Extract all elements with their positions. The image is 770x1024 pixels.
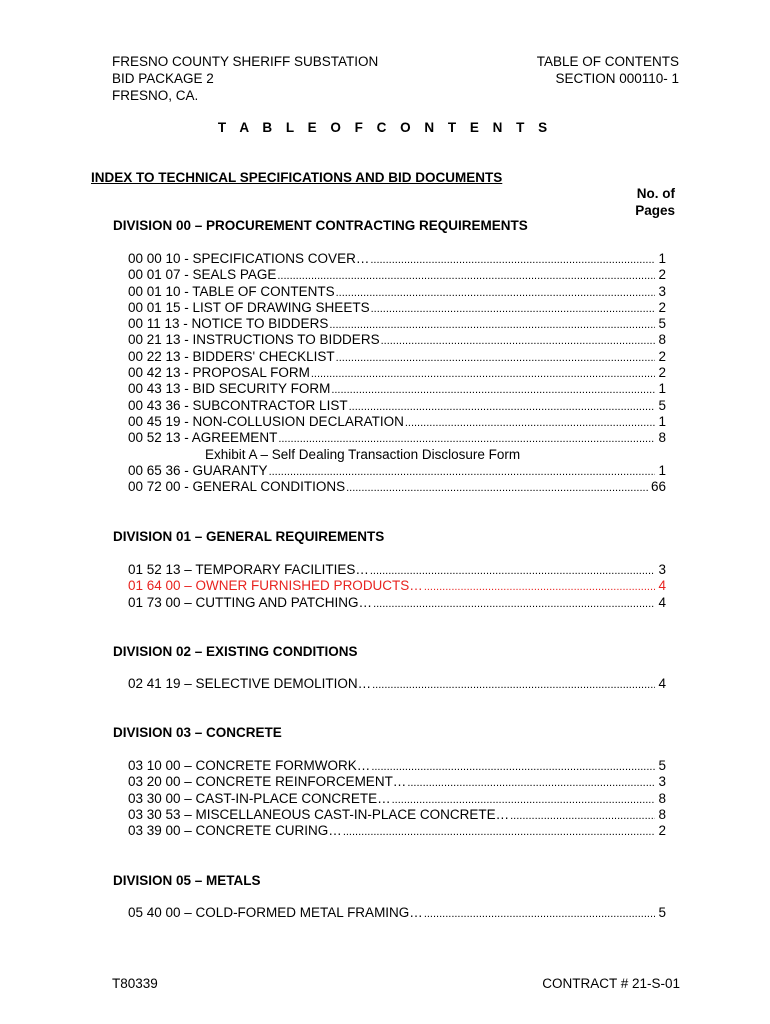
toc-entry — [128, 774, 666, 790]
entry-page-count: 2 — [658, 267, 666, 283]
entry-section-title: 00 65 36 - GUARANTY — [128, 462, 268, 478]
entry-section-title: 00 21 13 - INSTRUCTIONS TO BIDDERS — [128, 332, 380, 348]
dot-leader — [407, 774, 655, 791]
entry-page-count: 5 — [658, 397, 666, 413]
dot-leader — [372, 676, 655, 693]
entry-section-title: 03 30 53 – MISCELLANEOUS CAST-IN-PLACE CONCRETE… — [128, 806, 510, 822]
division-entries — [128, 905, 666, 921]
toc-entry — [128, 251, 666, 267]
footer-project-number: T80339 — [112, 976, 158, 991]
toc-entry — [128, 316, 666, 332]
header-left — [112, 53, 378, 104]
entry-page-count: 2 — [658, 365, 666, 381]
division-title: DIVISION 05 – METALS — [113, 873, 261, 888]
pages-heading-line-2: Pages — [635, 203, 675, 218]
toc-entry — [128, 300, 666, 316]
dot-leader — [277, 267, 655, 284]
toc-entry — [128, 284, 666, 300]
entry-section-title: 03 30 00 – CAST-IN-PLACE CONCRETE… — [128, 790, 391, 806]
entry-page-count: 5 — [658, 316, 666, 332]
dot-leader — [510, 807, 655, 824]
division-title: DIVISION 01 – GENERAL REQUIREMENTS — [113, 529, 385, 544]
dot-leader — [424, 578, 656, 595]
toc-entry — [128, 595, 666, 611]
entry-page-count: 4 — [658, 594, 666, 610]
dot-leader — [346, 479, 648, 496]
header-doc-title: TABLE OF CONTENTS — [536, 54, 679, 69]
entry-page-count: 4 — [658, 676, 666, 691]
header-section-number: SECTION 000110- 1 — [555, 71, 679, 86]
entry-section-title: 00 11 13 - NOTICE TO BIDDERS — [128, 316, 329, 332]
dot-leader — [371, 300, 656, 317]
entry-section-title: 00 43 36 - SUBCONTRACTOR LIST — [128, 397, 348, 413]
toc-entry — [128, 807, 666, 823]
dot-leader — [349, 398, 656, 415]
division-title: DIVISION 03 – CONCRETE — [113, 725, 282, 740]
entry-section-title: 01 64 00 – OWNER FURNISHED PRODUCTS… — [128, 578, 423, 594]
entry-page-count: 1 — [658, 251, 666, 266]
division-entries — [128, 676, 666, 692]
dot-leader — [311, 365, 656, 382]
toc-entry — [128, 463, 666, 479]
dot-leader — [373, 595, 655, 612]
entry-section-title: 03 39 00 – CONCRETE CURING… — [128, 823, 342, 839]
toc-entry — [128, 332, 666, 348]
toc-entry — [128, 676, 666, 692]
entry-page-count: 1 — [658, 413, 666, 429]
toc-entry — [128, 430, 666, 446]
division-entries — [128, 562, 666, 611]
toc-entry — [128, 267, 666, 283]
dot-leader — [405, 414, 656, 431]
entry-page-count: 5 — [658, 905, 666, 920]
division-title: DIVISION 02 – EXISTING CONDITIONS — [113, 644, 358, 659]
toc-entry — [128, 791, 666, 807]
dot-leader — [343, 823, 656, 840]
entry-section-title: 01 73 00 – CUTTING AND PATCHING… — [128, 594, 373, 610]
toc-entry — [128, 479, 666, 495]
dot-leader — [329, 316, 655, 333]
entry-section-title: 00 01 15 - LIST OF DRAWING SHEETS — [128, 299, 370, 315]
pages-column-heading — [635, 185, 675, 219]
entry-page-count: 2 — [658, 299, 666, 315]
division-entries — [128, 251, 666, 495]
entry-section-title: 00 00 10 - SPECIFICATIONS COVER… — [128, 251, 370, 266]
toc-entry — [128, 578, 666, 594]
division-entries — [128, 758, 666, 839]
header-right — [537, 53, 679, 87]
entry-section-title: 05 40 00 – COLD-FORMED METAL FRAMING… — [128, 905, 423, 920]
dot-leader — [269, 463, 656, 480]
toc-entry — [128, 823, 666, 839]
entry-section-title: 00 45 19 - NON-COLLUSION DECLARATION — [128, 413, 404, 429]
entry-page-count: 8 — [658, 430, 666, 446]
dot-leader — [370, 562, 656, 579]
entry-section-title: 00 72 00 - GENERAL CONDITIONS — [128, 479, 346, 495]
entry-page-count: 3 — [658, 283, 666, 299]
dot-leader — [381, 332, 656, 349]
entry-page-count: 3 — [658, 774, 666, 790]
entry-subnote: Exhibit A – Self Dealing Transaction Disclosure Form — [205, 446, 521, 462]
toc-entry — [128, 905, 666, 921]
dot-leader — [278, 430, 655, 447]
header-bid-package: BID PACKAGE 2 — [112, 71, 214, 86]
entry-page-count: 1 — [658, 381, 666, 397]
toc-entry — [128, 414, 666, 430]
entry-section-title: 00 42 13 - PROPOSAL FORM — [128, 365, 310, 381]
dot-leader — [336, 284, 656, 301]
footer-contract-number: CONTRACT # 21-S-01 — [542, 976, 680, 991]
entry-page-count: 66 — [650, 479, 666, 495]
toc-entry — [128, 349, 666, 365]
entry-page-count: 2 — [658, 823, 666, 839]
dot-leader — [331, 381, 655, 398]
toc-entry — [128, 562, 666, 578]
index-heading: INDEX TO TECHNICAL SPECIFICATIONS AND BID DOCUMENTS — [91, 170, 503, 185]
header-project-name: FRESNO COUNTY SHERIFF SUBSTATION — [112, 54, 379, 69]
entry-page-count: 2 — [658, 348, 666, 364]
dot-leader — [370, 251, 655, 268]
dot-leader — [371, 758, 655, 775]
entry-section-title: 03 20 00 – CONCRETE REINFORCEMENT… — [128, 774, 407, 790]
entry-section-title: 02 41 19 – SELECTIVE DEMOLITION… — [128, 676, 372, 691]
entry-page-count: 4 — [658, 578, 666, 594]
entry-page-count: 8 — [658, 332, 666, 348]
page-title: T A B L E O F C O N T E N T S — [217, 120, 553, 135]
entry-page-count: 1 — [658, 462, 666, 478]
toc-entry — [128, 365, 666, 381]
entry-section-title: 00 01 07 - SEALS PAGE — [128, 267, 277, 283]
entry-page-count: 3 — [658, 562, 666, 577]
entry-section-title: 01 52 13 – TEMPORARY FACILITIES… — [128, 562, 369, 577]
toc-entry — [128, 758, 666, 774]
dot-leader — [336, 349, 656, 366]
header-location: FRESNO, CA. — [112, 88, 199, 103]
entry-page-count: 5 — [658, 758, 666, 773]
division-title: DIVISION 00 – PROCUREMENT CONTRACTING REQUIREMENTS — [113, 218, 528, 233]
dot-leader — [424, 905, 656, 922]
entry-page-count: 8 — [658, 790, 666, 806]
entry-section-title: 00 22 13 - BIDDERS' CHECKLIST — [128, 348, 335, 364]
pages-heading-line-1: No. of — [636, 186, 675, 201]
dot-leader — [392, 791, 656, 808]
toc-entry — [128, 398, 666, 414]
entry-page-count: 8 — [658, 806, 666, 822]
entry-section-title: 00 01 10 - TABLE OF CONTENTS — [128, 283, 335, 299]
entry-section-title: 00 43 13 - BID SECURITY FORM — [128, 381, 331, 397]
entry-section-title: 00 52 13 - AGREEMENT — [128, 430, 278, 446]
entry-section-title: 03 10 00 – CONCRETE FORMWORK… — [128, 758, 371, 773]
toc-entry — [128, 381, 666, 397]
